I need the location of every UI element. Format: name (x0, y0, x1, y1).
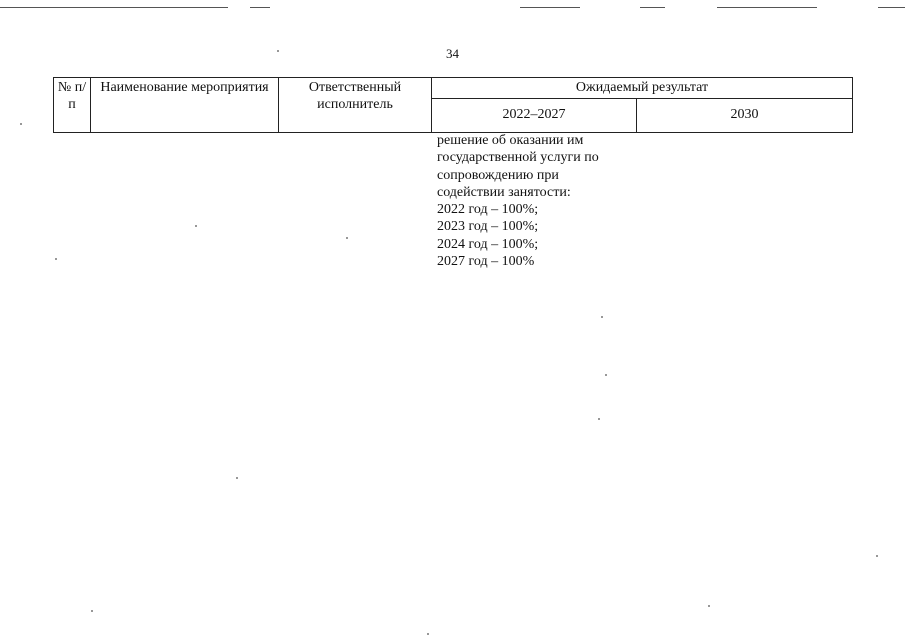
page-number: 34 (446, 46, 459, 61)
scan-edge-line (250, 7, 270, 8)
scan-speck (601, 316, 603, 318)
result-line-year: 2023 год – 100%; (437, 219, 539, 235)
scan-speck (91, 610, 93, 612)
scan-speck (277, 50, 279, 52)
scan-speck (605, 374, 607, 376)
expected-result-text (437, 132, 599, 270)
result-line-year: 2027 год – 100% (437, 254, 535, 270)
result-line: решение об оказании им (437, 133, 584, 148)
scan-speck (195, 225, 197, 227)
scan-edge-line (717, 7, 817, 8)
result-line: содействии занятости: (437, 184, 571, 200)
scan-speck (876, 555, 878, 557)
scan-edge-line (0, 7, 228, 8)
column-header-executor: Ответственный исполнитель (279, 78, 432, 133)
scan-speck (346, 237, 348, 239)
result-line-year: 2024 год – 100%; (437, 236, 539, 252)
scan-edge-line (640, 7, 665, 8)
scan-speck (20, 123, 22, 125)
scan-speck (598, 418, 600, 420)
scan-edge-line (878, 7, 905, 8)
scan-speck (55, 258, 57, 260)
table-header (53, 77, 853, 133)
column-header-period-2030: 2030 (637, 99, 853, 133)
column-header-event-name: Наименование мероприятия (91, 78, 279, 133)
scan-speck (708, 605, 710, 607)
result-line: государственной услуги по (437, 150, 599, 166)
result-line-year: 2022 год – 100%; (437, 202, 539, 218)
scan-speck (236, 477, 238, 479)
column-header-period-2022-2027: 2022–2027 (432, 99, 637, 133)
scan-edge-line (520, 7, 580, 8)
scan-speck (427, 633, 429, 635)
result-line: сопровождению при (437, 167, 559, 183)
column-header-expected-result: Ожидаемый результат (432, 78, 853, 99)
column-header-number: № п/п (54, 78, 91, 133)
